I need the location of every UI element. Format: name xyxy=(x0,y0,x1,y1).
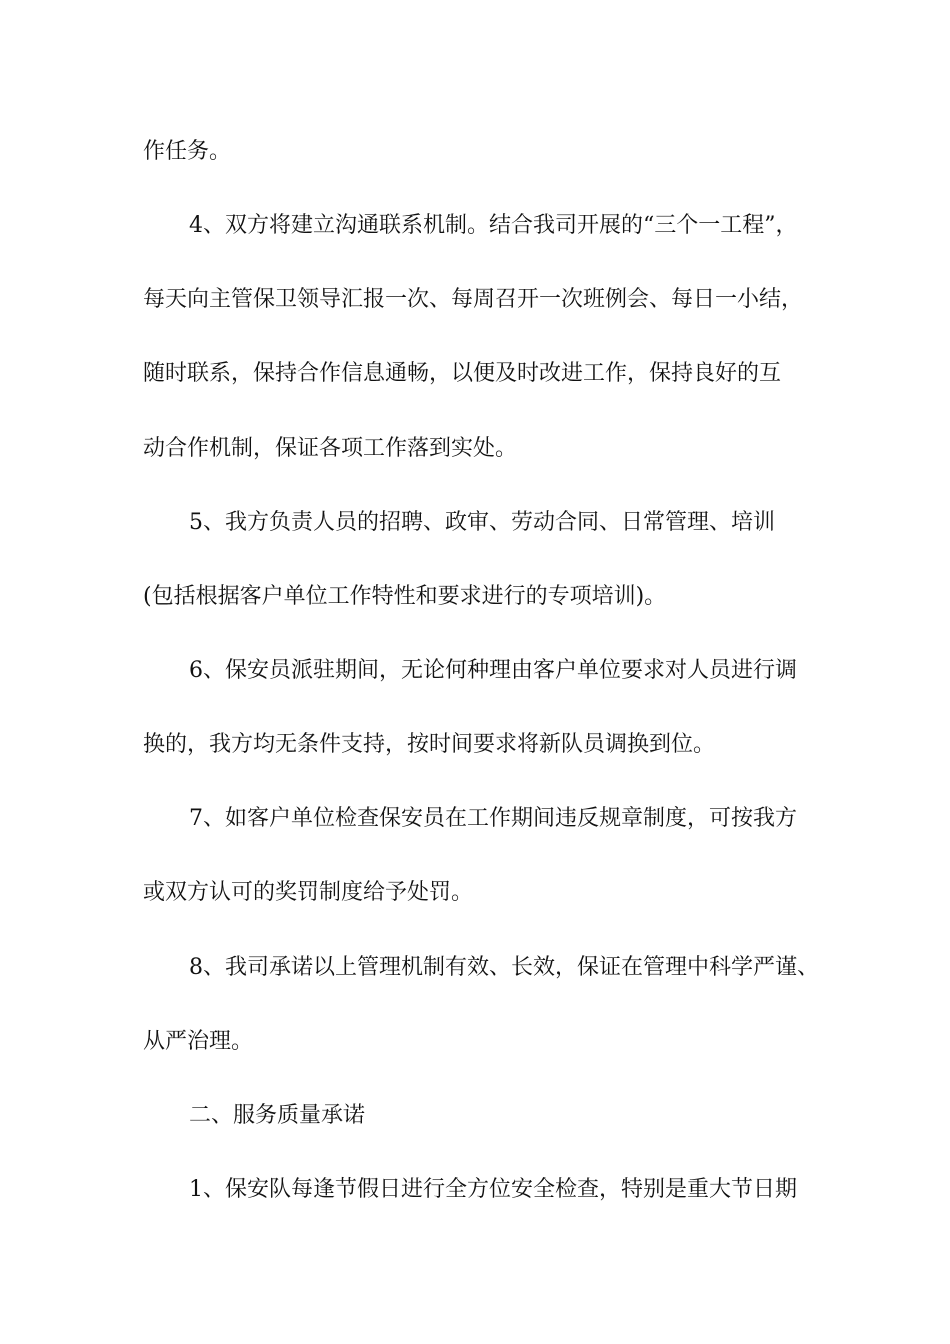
text-line-5: 动合作机制，保证各项工作落到实处。 xyxy=(143,436,518,461)
section-heading: 二、服务质量承诺 xyxy=(189,1103,366,1128)
text-line-4: 随时联系，保持合作信息通畅，以便及时改进工作，保持良好的互 xyxy=(143,361,782,386)
text-line-1: 作任务。 xyxy=(143,139,232,164)
text-line-3: 每天向主管保卫领导汇报一次、每周召开一次班例会、每日一小结， xyxy=(143,287,804,312)
text-line-6: 5、我方负责人员的招聘、政审、劳动合同、日常管理、培训 xyxy=(189,510,775,535)
text-line-7: (包括根据客户单位工作特性和要求进行的专项培训)。 xyxy=(143,584,667,609)
text-line-2: 4、双方将建立沟通联系机制。结合我司开展的“三个一工程”， xyxy=(189,213,798,238)
text-line-15: 1、保安队每逢节假日进行全方位安全检查，特别是重大节日期 xyxy=(189,1177,797,1202)
text-line-13: 从严治理。 xyxy=(143,1029,254,1054)
text-line-8: 6、保安员派驻期间，无论何种理由客户单位要求对人员进行调 xyxy=(189,658,797,683)
text-line-10: 7、如客户单位检查保安员在工作期间违反规章制度，可按我方 xyxy=(189,806,797,831)
text-line-11: 或双方认可的奖罚制度给予处罚。 xyxy=(143,880,474,905)
text-line-9: 换的，我方均无条件支持，按时间要求将新队员调换到位。 xyxy=(143,732,716,757)
text-line-12: 8、我司承诺以上管理机制有效、长效，保证在管理中科学严谨、 xyxy=(189,955,819,980)
